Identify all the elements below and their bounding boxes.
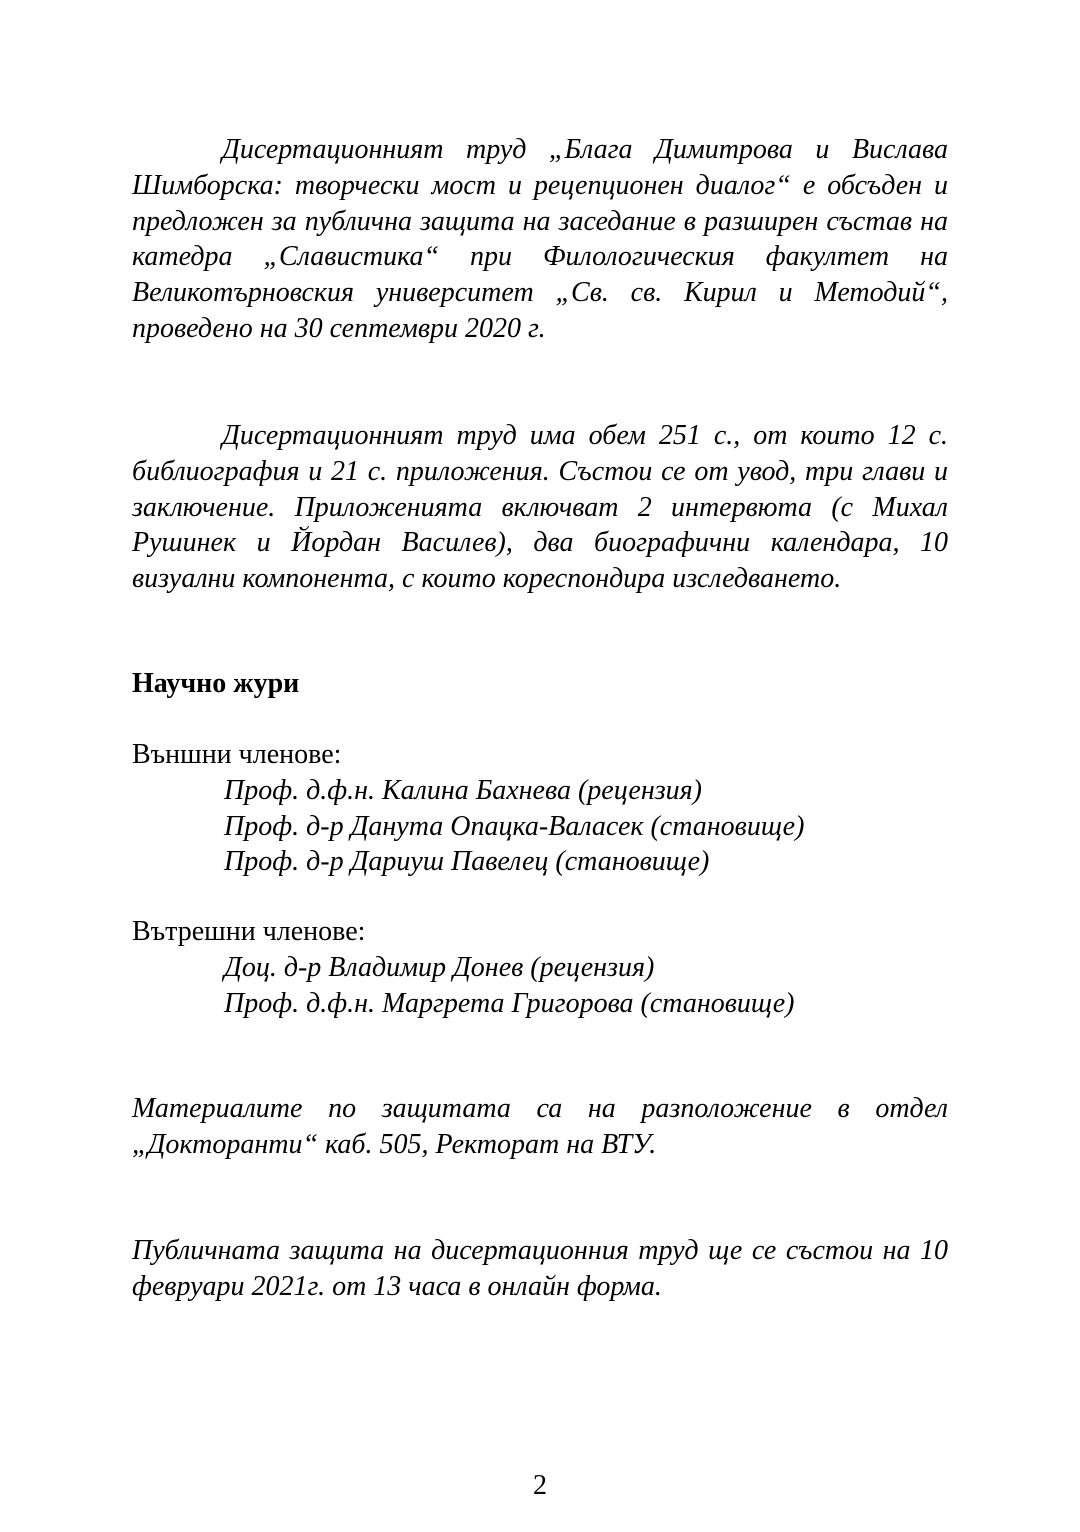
discussion-paragraph: Дисертационният труд „Блага Димитрова и Вислава Шимборска: творчески мост и рецепционен диалог“ е обсъден и предложен за публична защита на заседание в разширен състав на катедра „Славистика“ при Филологическия факултет на Великотърновския университет „Св. св. Кирил и Методий“, проведено на 30 септември 2020 г. <box>132 134 948 344</box>
jury-member: Проф. д.ф.н. Маргрета Григорова (становище) <box>224 987 795 1019</box>
jury-member: Проф. д.ф.н. Калина Бахнева (рецензия) <box>224 775 702 806</box>
jury-member: Доц. д-р Владимир Донев (рецензия) <box>224 952 655 983</box>
volume-paragraph: Дисертационният труд има обем 251 с., от които 12 с. библиография и 21 с. приложения. Състои се от увод, три глави и заключение. Приложенията включват 2 интервюта (с Михал Рушинек и Йордан Василев), два биографични календара, 10 визуални компонента, с които кореспондира изследването. <box>132 420 948 595</box>
internal-members-list <box>224 950 795 1021</box>
internal-members-label: Вътрешни членове: <box>132 916 366 947</box>
jury-member: Проф. д-р Дариуш Павелец (становище) <box>224 846 710 877</box>
defense-note: Публичната защита на дисертационния труд ще се състои на 10 февруари 2021г. от 13 часа в онлайн форма. <box>132 1235 948 1302</box>
jury-member: Проф. д-р Данута Опацка-Валасек (становище) <box>224 810 805 842</box>
external-members-list <box>224 773 804 880</box>
document-page <box>132 0 948 1532</box>
jury-heading: Научно жури <box>132 668 300 699</box>
page-number: 2 <box>533 1470 547 1501</box>
external-members-label: Външни членове: <box>132 739 342 770</box>
materials-note: Материалите по защитата са на разположение в отдел „Докторанти“ каб. 505, Ректорат на ВТУ. <box>132 1093 948 1160</box>
